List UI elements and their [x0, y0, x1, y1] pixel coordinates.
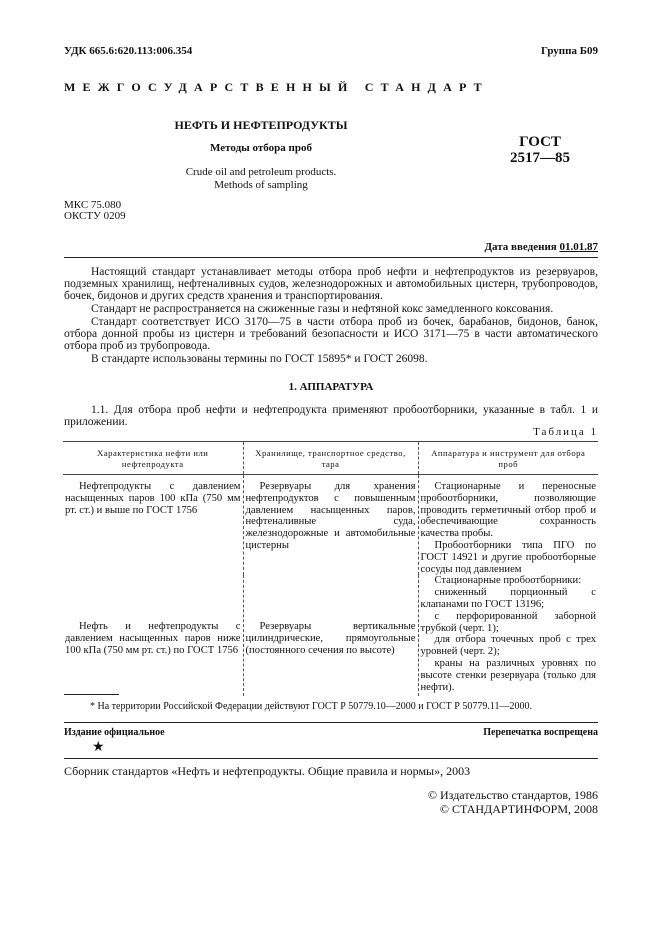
introduction-date-label: Дата введения — [484, 241, 557, 253]
divider-top — [64, 257, 598, 258]
paragraph-scope: Настоящий стандарт устанавливает методы отбора проб нефти и нефтепродуктов из резервуаров, подземных хранилищ, нефтеналивных судов, железнодорожных и автомобильных цистерн, трубопроводов, бочек, бидонов и других средств хранения и транспортирования. — [64, 266, 598, 302]
footnote: * На территории Российской Федерации действуют ГОСТ Р 50779.10—2000 и ГОСТ Р 50779.11—2000. — [90, 701, 532, 712]
copyright-1986: © Издательство стандартов, 1986 — [427, 788, 598, 802]
udk-code: УДК 665.6:620.113:006.354 — [64, 45, 193, 57]
gost-label: ГОСТ — [519, 134, 561, 150]
row2-apparatus-3: с перфорированной заборной трубкой (черт. 1); — [420, 610, 596, 634]
document-title: НЕФТЬ И НЕФТЕПРОДУКТЫ — [174, 118, 348, 132]
row1-characteristic: Нефтепродукты с давлением насыщенных паров 100 кПа (750 мм рт. ст.) и выше по ГОСТ 1756 — [65, 481, 241, 516]
paragraph-iso-compliance: Стандарт соответствует ИСО 3170—75 в части отбора проб из бочек, барабанов, бидонов, банок, отбора донной пробы из цистерн и требований безопасности и ИСО 3171—75 в части автоматического отбора проб из трубопровода. — [64, 316, 598, 352]
english-title-line1: Crude oil and petroleum products. — [185, 166, 337, 178]
reprint-prohibited: Перепечатка воспрещена — [483, 727, 598, 738]
official-edition: Издание официальное — [64, 727, 165, 738]
paragraph-terms: В стандарте использованы термины по ГОСТ 15895* и ГОСТ 26098. — [91, 353, 428, 365]
row2-apparatus-1: Стационарные пробоотборники: — [434, 575, 582, 587]
table-row — [63, 575, 598, 696]
table-header-row — [63, 442, 598, 475]
english-title-line2: Methods of sampling — [214, 179, 308, 191]
header-apparatus: Аппаратура и инструмент для отбора проб — [418, 442, 598, 475]
table-caption: Таблица 1 — [533, 426, 598, 438]
row2-apparatus-4: для отбора точечных проб с трех уровней (черт. 2); — [420, 634, 596, 658]
interstate-standard-banner: МЕЖГОСУДАРСТВЕННЫЙ СТАНДАРТ — [64, 80, 489, 94]
row1-apparatus-2: Пробоотборники типа ПГО по ГОСТ 14921 и другие пробоотборные сосуды под давлением — [420, 539, 596, 575]
divider-footer — [64, 722, 598, 723]
header-storage: Хранилище, транспортное средство, тара — [243, 442, 418, 475]
mks-code: МКС 75.080 — [64, 199, 122, 211]
okstu-code: ОКСТУ 0209 — [64, 210, 126, 222]
introduction-date — [484, 241, 598, 253]
collection-reference: Сборник стандартов «Нефть и нефтепродукты. Общие правила и нормы», 2003 — [64, 764, 471, 778]
row1-apparatus-1: Стационарные и переносные пробоотборники, позволяющие проводить герметичный отбор проб и обеспечивающие сохранность качества пробы. — [420, 481, 596, 540]
divider-bottom — [64, 758, 598, 759]
row2-characteristic: Нефть и нефтепродукты с давлением насыщенных паров ниже 100 кПа (750 мм рт. ст.) по ГОСТ 1756 — [65, 621, 241, 656]
introduction-date-value: 01.01.87 — [559, 241, 598, 253]
copyright-2008: © СТАНДАРТИНФОРМ, 2008 — [439, 802, 598, 816]
table-1 — [63, 441, 598, 696]
document-subtitle: Методы отбора проб — [210, 142, 312, 154]
table-row — [63, 475, 598, 576]
clause-1-1: 1.1. Для отбора проб нефти и нефтепродукта применяют пробоотборники, указанные в табл. 1 и приложении. — [64, 404, 598, 428]
header-characteristic: Характеристика нефти или нефтепродукта — [63, 442, 243, 475]
row1-storage: Резервуары для хранения нефтепродуктов с повышенным давлением насыщенных паров, нефтеналивные суда, железнодорожные и автомобильные цистерны — [245, 481, 416, 551]
group-code: Группа Б09 — [541, 45, 598, 57]
section-heading-apparatus: 1. АППАРАТУРА — [288, 381, 374, 393]
gost-number: 2517—85 — [510, 150, 570, 166]
star-icon: ★ — [92, 740, 105, 755]
row2-storage: Резервуары вертикальные цилиндрические, прямоугольные (постоянного сечения по высоте) — [245, 621, 416, 656]
row2-apparatus-5: краны на различных уровнях по высоте стенки резервуара (только для нефти). — [420, 657, 596, 693]
row2-apparatus-2: сниженный порционный с клапанами по ГОСТ 13196; — [420, 587, 596, 610]
paragraph-exclusions: Стандарт не распространяется на сжиженные газы и нефтяной кокс замедленного коксования. — [91, 303, 554, 315]
footnote-rule — [64, 694, 119, 695]
